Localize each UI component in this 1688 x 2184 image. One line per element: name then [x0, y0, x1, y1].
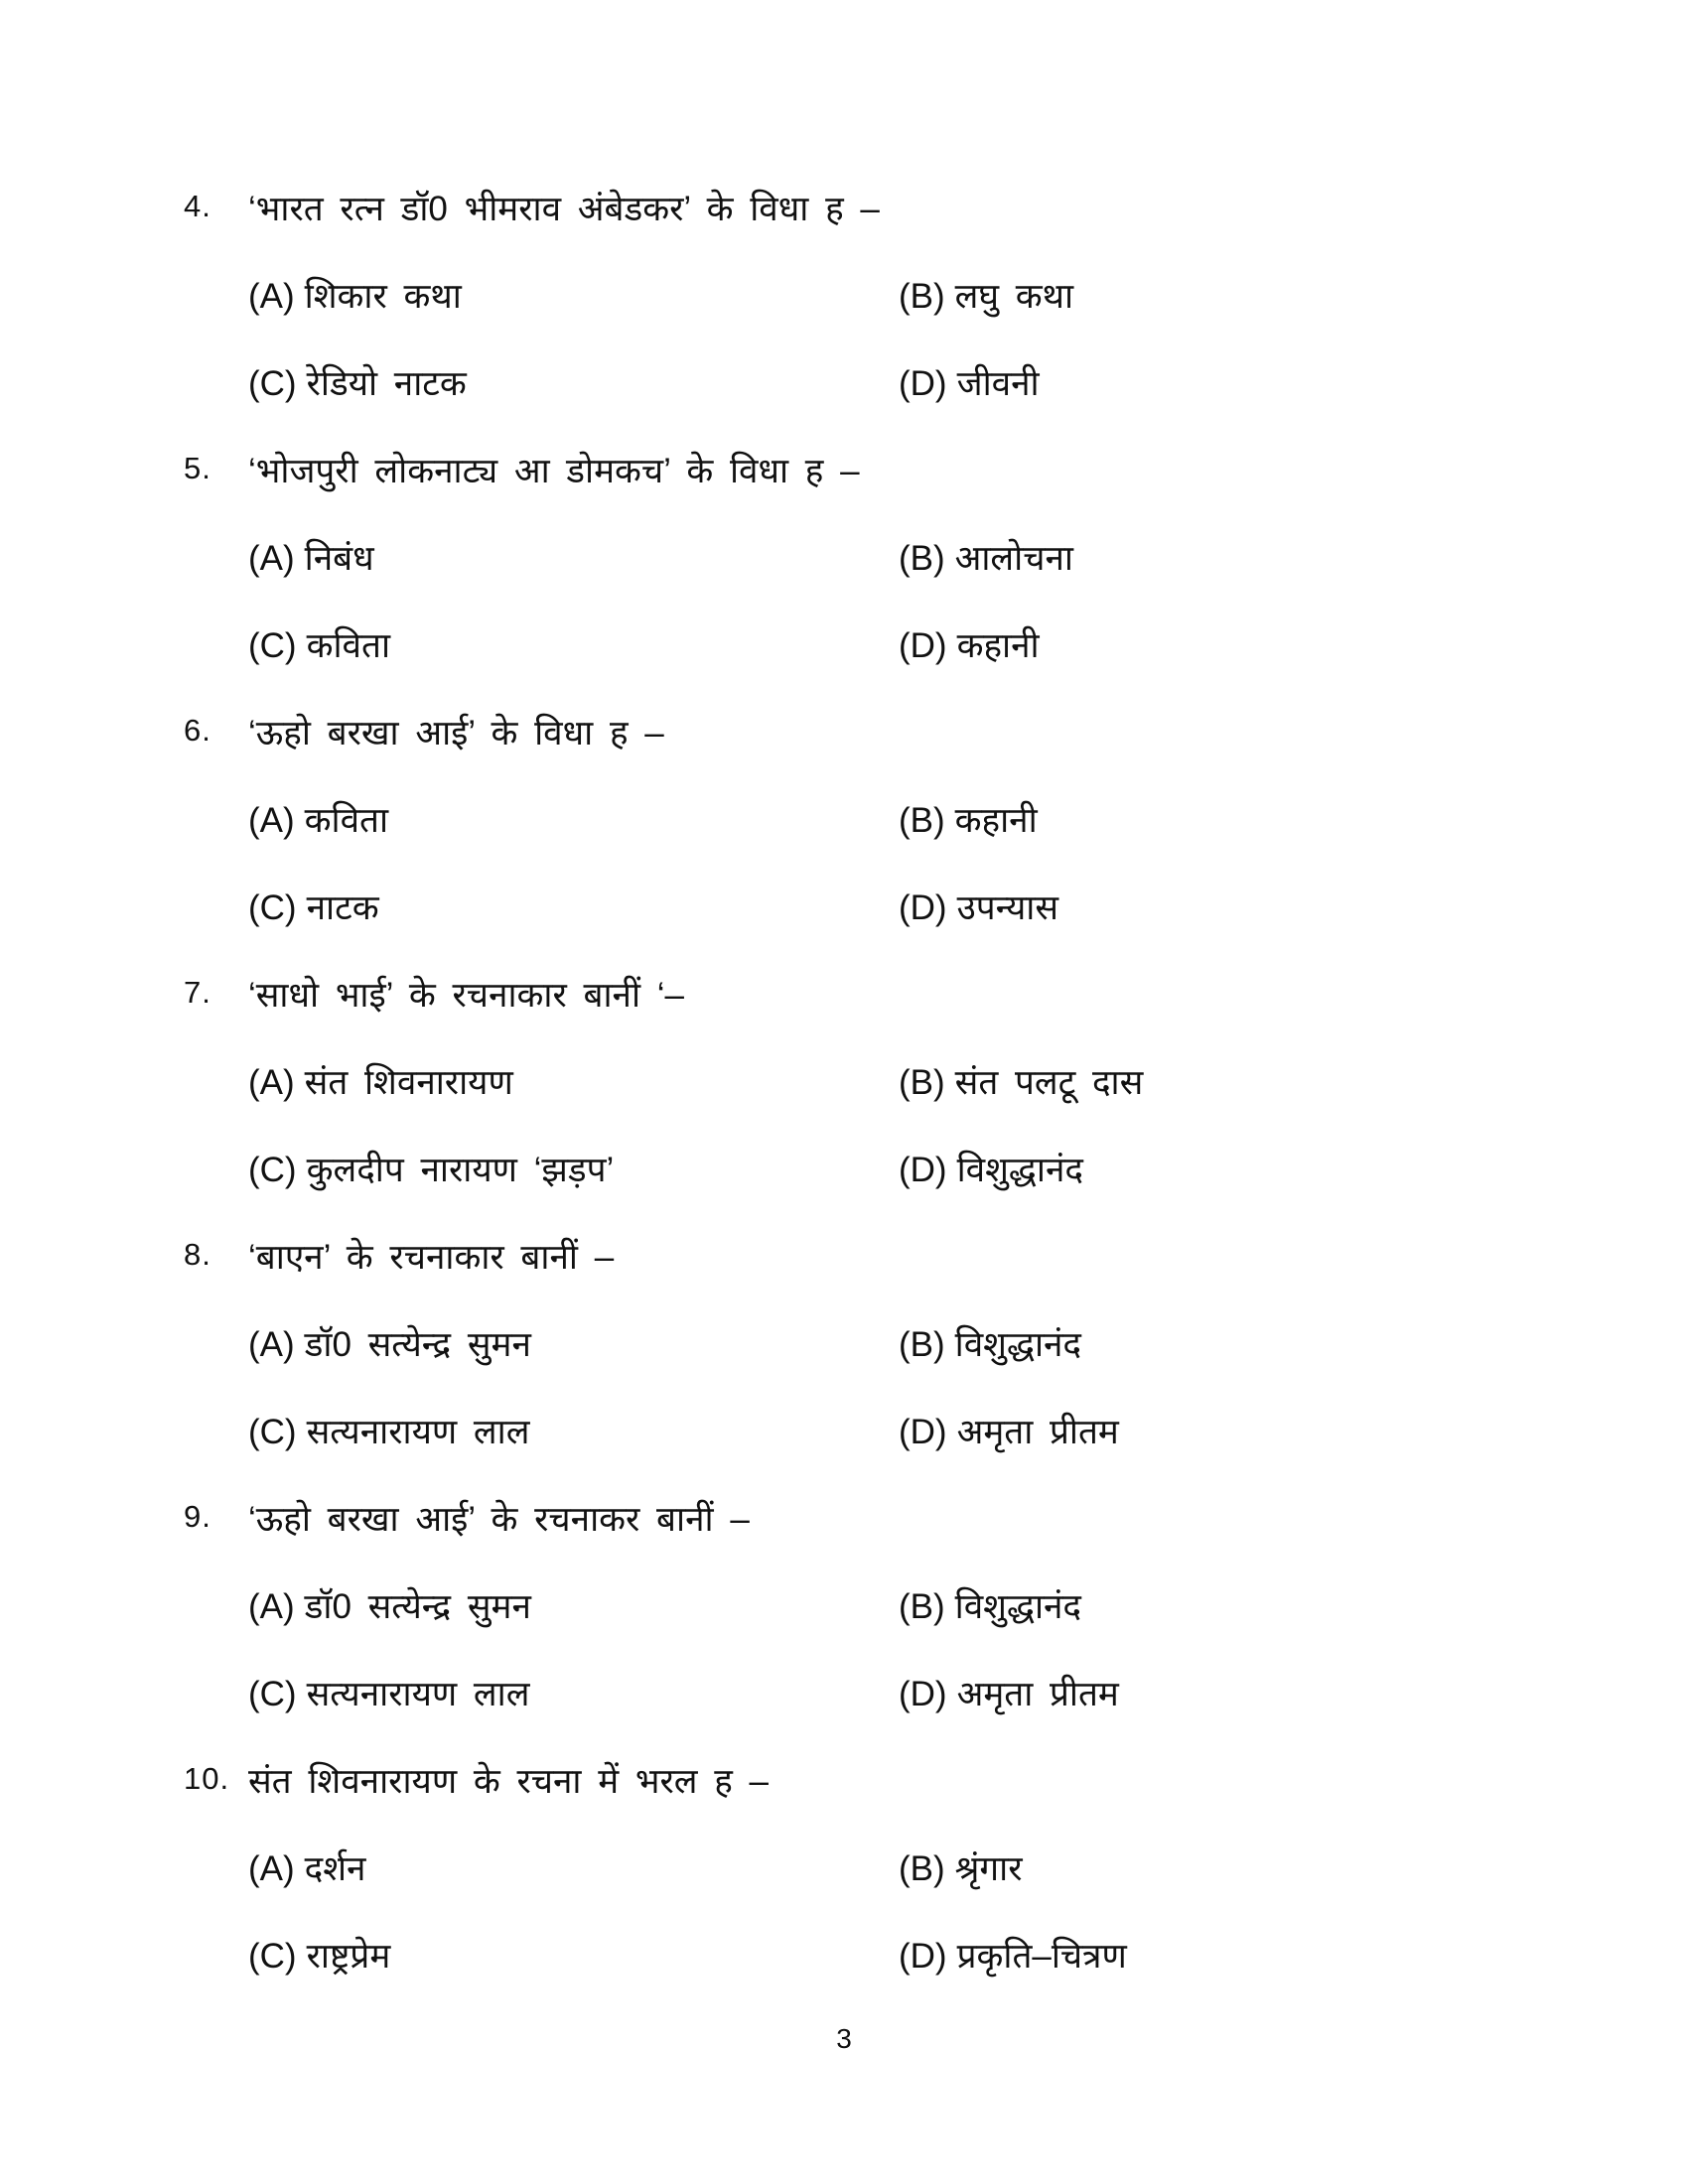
option-label: (A) — [248, 277, 295, 316]
option-label: (C) — [248, 364, 297, 403]
option-label: (D) — [899, 888, 947, 927]
option-a — [248, 272, 899, 359]
option-b — [899, 534, 1559, 621]
question-text: ‘ऊहो बरखा आई’ के रचनाकर बानीं – — [248, 1500, 750, 1539]
question-number: 9. — [184, 1499, 211, 1534]
option-text: विशुद्धानंद — [954, 1325, 1082, 1364]
question-block — [184, 185, 1559, 447]
option-c — [248, 359, 899, 447]
option-label: (C) — [248, 1413, 297, 1451]
option-text: राष्ट्रप्रेम — [306, 1937, 391, 1976]
option-label: (B) — [899, 1849, 945, 1888]
option-d — [899, 1670, 1559, 1757]
option-label: (A) — [248, 1325, 295, 1364]
option-text: संत शिवनारायण — [304, 1063, 513, 1102]
option-text: दर्शन — [304, 1849, 366, 1888]
option-b — [899, 1320, 1559, 1408]
option-text: डॉ0 सत्येन्द्र सुमन — [304, 1587, 531, 1626]
option-c — [248, 1932, 899, 2019]
question-block — [184, 709, 1559, 971]
option-label: (D) — [899, 1675, 947, 1713]
page-number: 3 — [836, 2023, 852, 2054]
option-label: (D) — [899, 1151, 947, 1189]
option-d — [899, 359, 1559, 447]
question-number: 10. — [184, 1761, 230, 1796]
option-text: संत पलटू दास — [954, 1063, 1144, 1102]
question-block — [184, 1233, 1559, 1495]
option-c — [248, 1146, 899, 1233]
option-label: (B) — [899, 539, 945, 578]
option-text: प्रकृति–चित्रण — [956, 1937, 1127, 1976]
option-text: निबंध — [304, 539, 374, 578]
option-text: नाटक — [306, 888, 379, 927]
question-text: ‘भारत रत्न डॉ0 भीमराव अंबेडकर’ के विधा ह – — [248, 190, 880, 228]
option-text: आलोचना — [954, 539, 1073, 578]
question-block — [184, 971, 1559, 1233]
option-text: लघु कथा — [954, 277, 1074, 316]
option-label: (B) — [899, 801, 945, 840]
option-d — [899, 884, 1559, 971]
question-number: 5. — [184, 451, 211, 485]
option-label: (B) — [899, 277, 945, 316]
option-text: शिकार कथा — [304, 277, 462, 316]
option-label: (C) — [248, 626, 297, 665]
option-label: (D) — [899, 626, 947, 665]
option-c — [248, 1670, 899, 1757]
option-label: (C) — [248, 1675, 297, 1713]
option-text: कविता — [304, 801, 389, 840]
option-b — [899, 272, 1559, 359]
option-label: (C) — [248, 1937, 297, 1976]
option-text: अमृता प्रीतम — [956, 1675, 1119, 1713]
option-text: सत्यनारायण लाल — [306, 1413, 530, 1451]
option-text: उपन्यास — [956, 888, 1059, 927]
option-text: श्रृंगार — [954, 1849, 1023, 1888]
option-text: कहानी — [954, 801, 1038, 840]
option-text: सत्यनारायण लाल — [306, 1675, 530, 1713]
option-a — [248, 796, 899, 884]
option-text: कविता — [306, 626, 391, 665]
option-text: डॉ0 सत्येन्द्र सुमन — [304, 1325, 531, 1364]
question-text: ‘साधो भाई’ के रचनाकार बानीं ‘– — [248, 976, 684, 1015]
option-label: (B) — [899, 1587, 945, 1626]
option-b — [899, 1582, 1559, 1670]
option-text: विशुद्धानंद — [954, 1587, 1082, 1626]
option-a — [248, 1582, 899, 1670]
question-text: ‘बाएन’ के रचनाकार बानीं – — [248, 1238, 615, 1277]
option-text: विशुद्धानंद — [956, 1151, 1083, 1189]
question-number: 7. — [184, 975, 211, 1010]
question-number: 4. — [184, 189, 211, 223]
option-d — [899, 1146, 1559, 1233]
option-c — [248, 621, 899, 709]
question-block — [184, 447, 1559, 709]
question-number: 8. — [184, 1237, 211, 1272]
option-label: (D) — [899, 364, 947, 403]
option-label: (A) — [248, 1587, 295, 1626]
option-d — [899, 1932, 1559, 2019]
option-label: (B) — [899, 1325, 945, 1364]
option-label: (A) — [248, 539, 295, 578]
question-list — [184, 185, 1559, 2019]
option-text: कहानी — [956, 626, 1040, 665]
option-a — [248, 534, 899, 621]
option-label: (C) — [248, 1151, 297, 1189]
option-b — [899, 796, 1559, 884]
option-label: (A) — [248, 801, 295, 840]
option-label: (C) — [248, 888, 297, 927]
option-label: (A) — [248, 1849, 295, 1888]
option-label: (D) — [899, 1937, 947, 1976]
question-text: संत शिवनारायण के रचना में भरल ह – — [248, 1762, 770, 1801]
option-label: (D) — [899, 1413, 947, 1451]
option-text: जीवनी — [956, 364, 1040, 403]
question-block — [184, 1495, 1559, 1757]
option-text: कुलदीप नारायण ‘झड़प’ — [306, 1151, 615, 1189]
option-c — [248, 884, 899, 971]
question-block — [184, 1757, 1559, 2019]
option-text: अमृता प्रीतम — [956, 1413, 1119, 1451]
option-label: (A) — [248, 1063, 295, 1102]
option-a — [248, 1320, 899, 1408]
option-b — [899, 1058, 1559, 1146]
question-text: ‘भोजपुरी लोकनाट्य आ डोमकच’ के विधा ह – — [248, 452, 860, 490]
option-a — [248, 1844, 899, 1932]
option-text: रेडियो नाटक — [306, 364, 467, 403]
option-label: (B) — [899, 1063, 945, 1102]
question-text: ‘ऊहो बरखा आई’ के विधा ह – — [248, 714, 664, 752]
option-b — [899, 1844, 1559, 1932]
option-d — [899, 1408, 1559, 1495]
option-a — [248, 1058, 899, 1146]
question-number: 6. — [184, 713, 211, 748]
option-d — [899, 621, 1559, 709]
option-c — [248, 1408, 899, 1495]
